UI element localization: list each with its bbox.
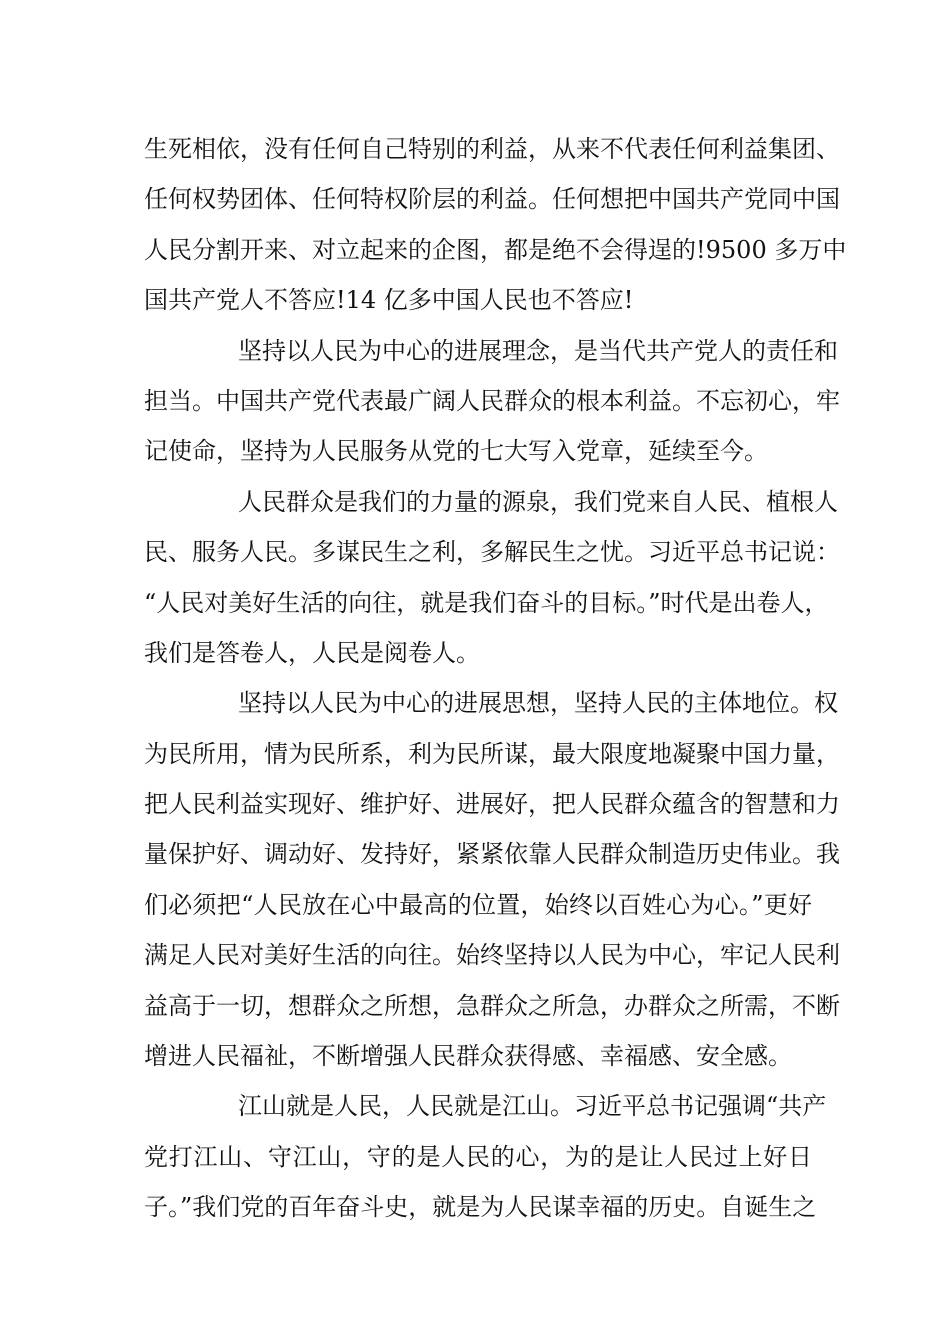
text-line: 生死相依，没有任何自己特别的利益，从来不代表任何利益集团、 bbox=[144, 135, 840, 163]
paragraph-5 bbox=[144, 1081, 827, 1232]
text-line: 党打江山、守江山，守的是人民的心，为的是让人民过上好日 bbox=[144, 1142, 812, 1171]
text-line: 国共产党人不答应!14 亿多中国人民也不答应! bbox=[144, 286, 634, 315]
text-line: 为民所用，情为民所系，利为民所谋，最大限度地凝聚中国力量， bbox=[144, 739, 840, 768]
text-line: 满足人民对美好生活的向往。始终坚持以人民为中心，牢记人民利 bbox=[144, 941, 840, 970]
paragraph-4 bbox=[144, 678, 840, 1081]
text-line: 把人民利益实现好、维护好、进展好，把人民群众蕴含的智慧和力 bbox=[144, 790, 840, 819]
text-line: 子。”我们党的百年奋斗史，就是为人民谋幸福的历史。自诞生之 bbox=[144, 1193, 817, 1222]
text-line: 人民群众是我们的力量的源泉，我们党来自人民、植根人 bbox=[238, 487, 838, 516]
paragraph-3 bbox=[144, 477, 840, 679]
text-line: 坚持以人民为中心的进展理念，是当代共产党人的责任和 bbox=[238, 336, 838, 365]
paragraph-1 bbox=[144, 124, 847, 326]
text-line: 坚持以人民为中心的进展思想，坚持人民的主体地位。权 bbox=[238, 689, 838, 718]
paragraph-2 bbox=[144, 326, 840, 477]
text-line: 们必须把“人民放在心中最高的位置，始终以百姓心为心。”更好 bbox=[144, 890, 812, 919]
text-line: 江山就是人民，人民就是江山。习近平总书记强调“共产 bbox=[238, 1092, 827, 1121]
text-line: 民、服务人民。多谋民生之利，多解民生之忧。习近平总书记说： bbox=[144, 538, 840, 567]
text-line: 任何权势团体、任何特权阶层的利益。任何想把中国共产党同中国 bbox=[144, 185, 840, 214]
text-line: 人民分割开来、对立起来的企图，都是绝不会得逞的!9500 多万中 bbox=[144, 235, 847, 264]
text-line: 增进人民福祉，不断增强人民群众获得感、幸福感、安全感。 bbox=[144, 1042, 792, 1071]
text-line: 记使命，坚持为人民服务从党的七大写入党章，延续至今。 bbox=[144, 437, 768, 466]
text-line: “人民对美好生活的向往，就是我们奋斗的目标。”时代是出卷人， bbox=[144, 588, 829, 617]
text-line: 担当。中国共产党代表最广阔人民群众的根本利益。不忘初心，牢 bbox=[144, 386, 840, 415]
text-line: 量保护好、调动好、发持好，紧紧依靠人民群众制造历史伟业。我 bbox=[144, 840, 840, 869]
text-line: 益高于一切，想群众之所想，急群众之所急，办群众之所需，不断 bbox=[144, 991, 840, 1020]
body-text bbox=[144, 124, 847, 1233]
text-line: 我们是答卷人，人民是阅卷人。 bbox=[144, 638, 480, 667]
